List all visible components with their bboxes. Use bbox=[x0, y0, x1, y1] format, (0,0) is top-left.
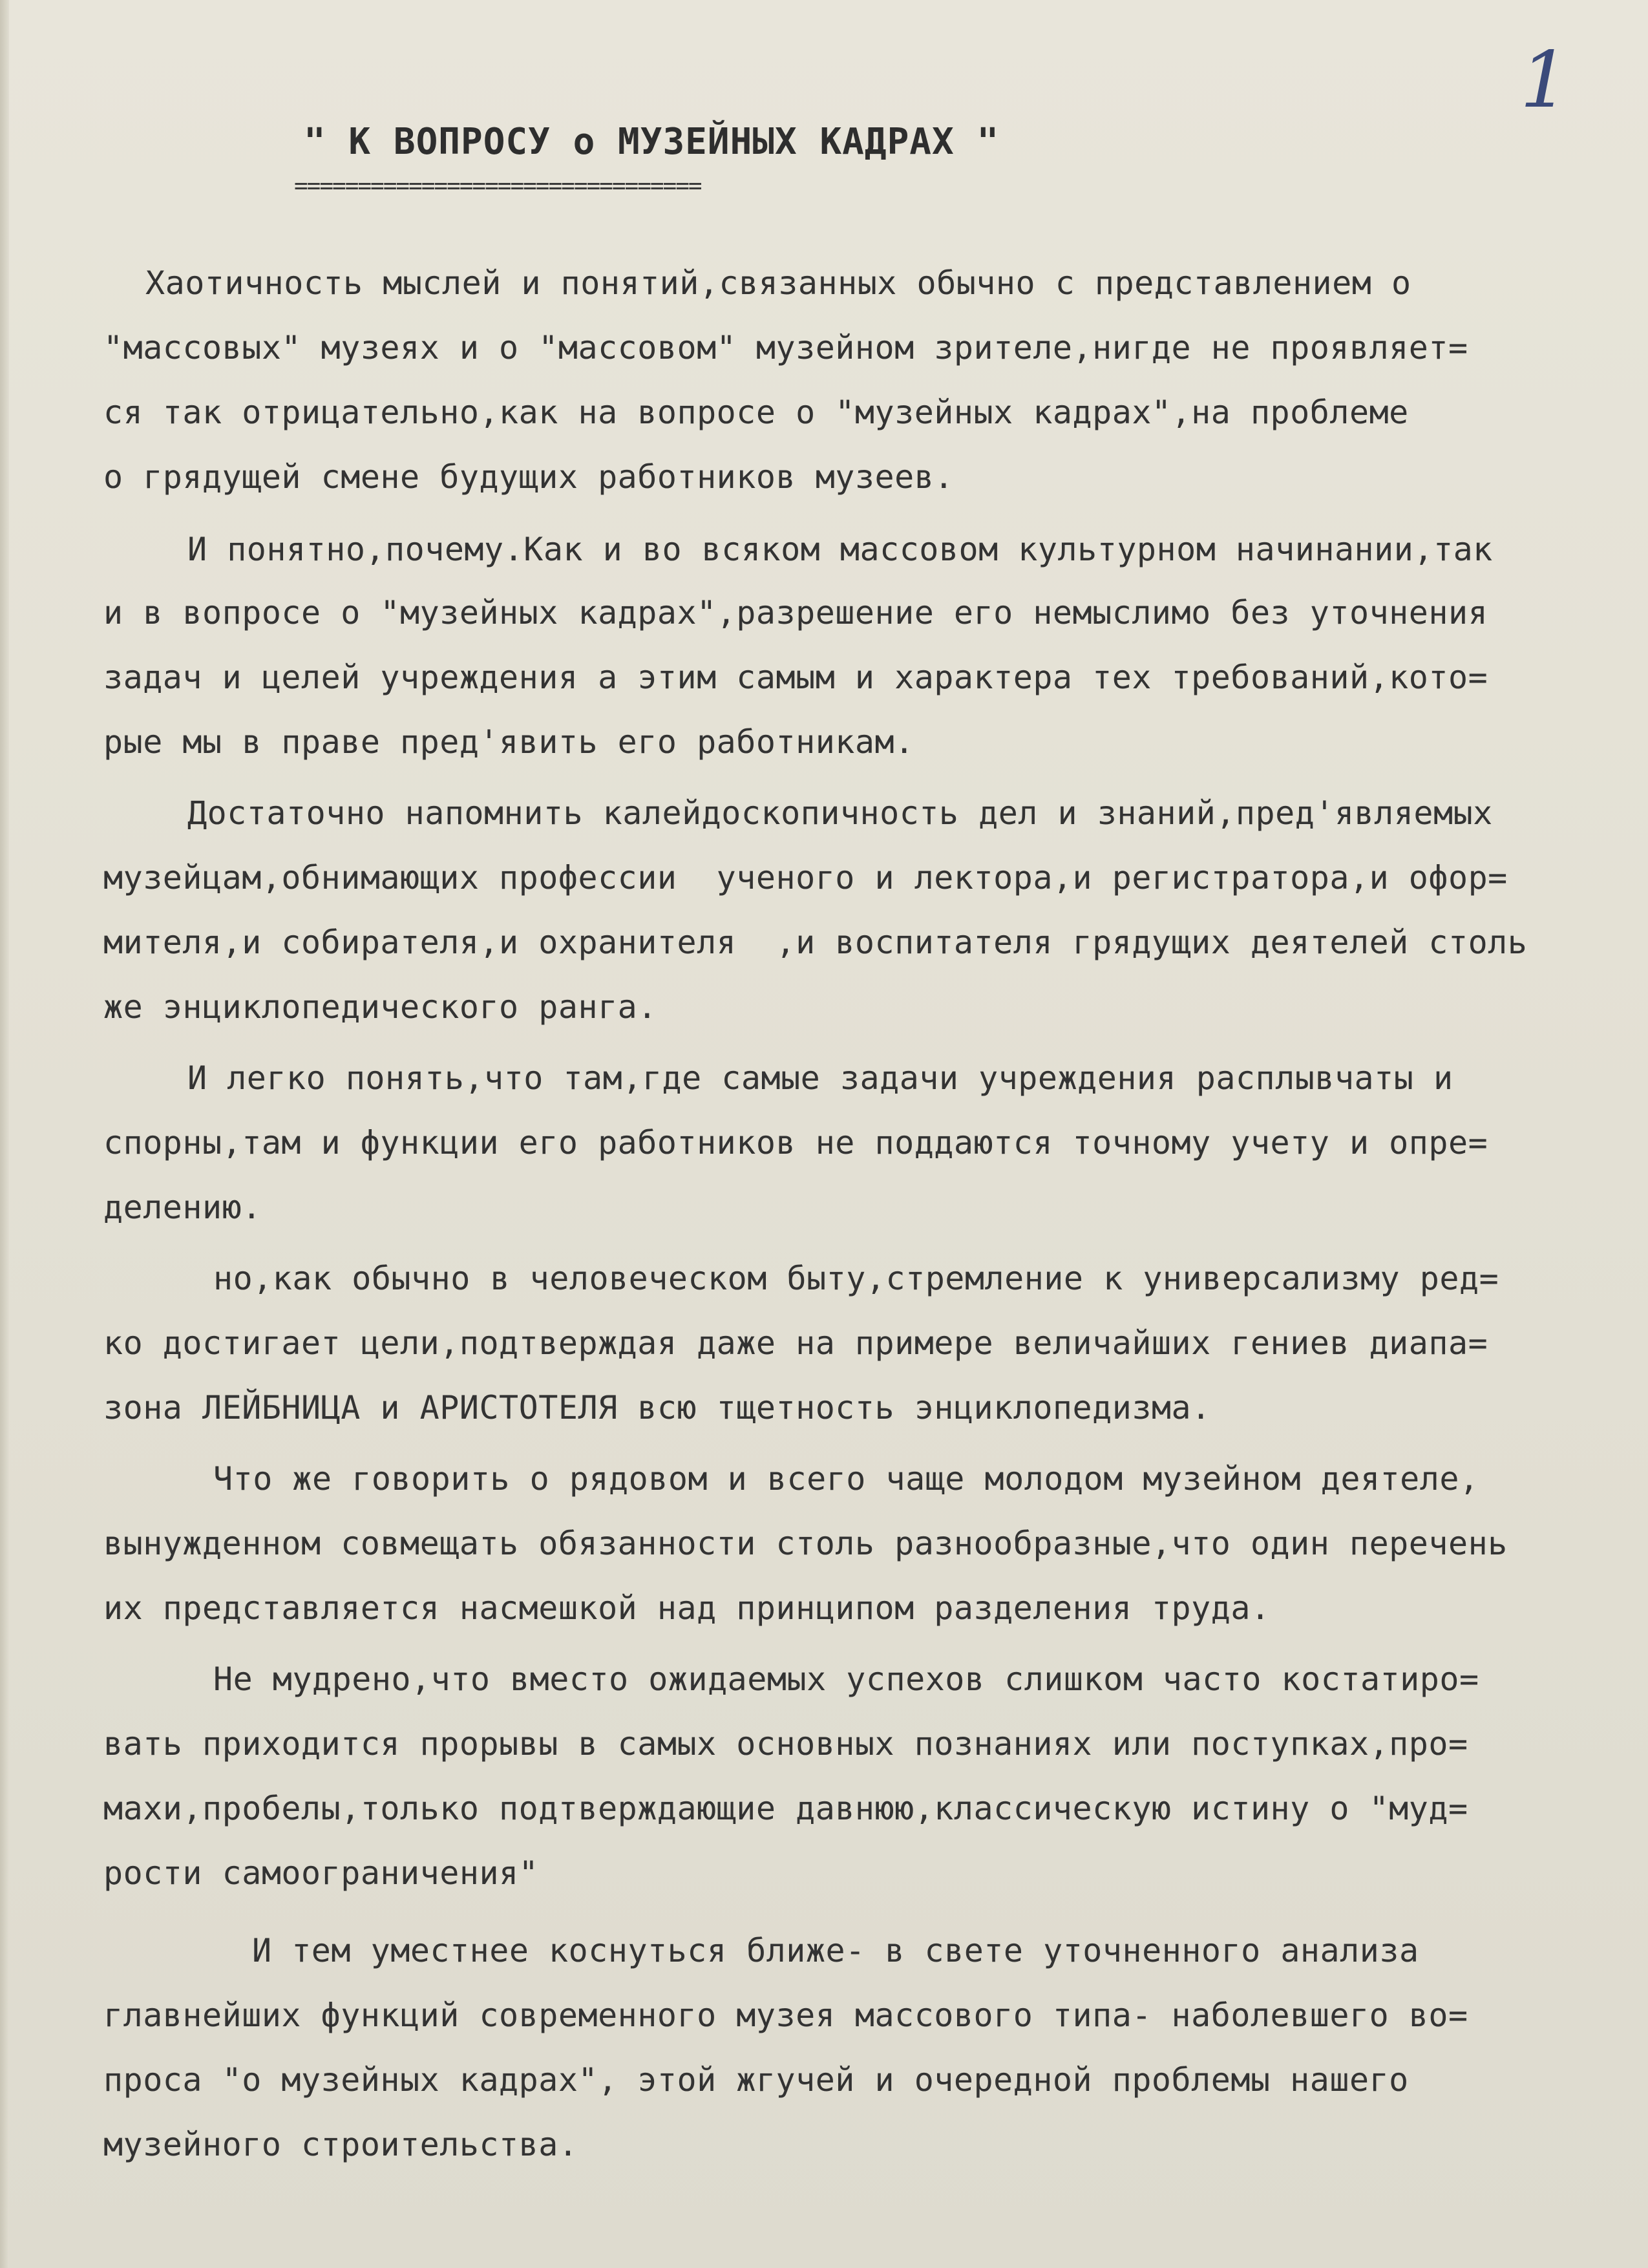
text-line: вынужденном совмещать обязанности столь разнообразные,что один перечень bbox=[103, 1525, 1508, 1562]
text-line: махи,пробелы,только подтверждающие давнюю,классическую истину о "муд= bbox=[103, 1790, 1468, 1827]
text-line: музейцам,обнимающих профессии ученого и лектора,и регистратора,и офор= bbox=[103, 859, 1508, 896]
text-line: но,как обычно в человеческом быту,стремление к универсализму ред= bbox=[213, 1260, 1499, 1297]
page-number: 1 bbox=[1519, 36, 1570, 125]
text-line: И понятно,почему.Как и во всяком массовом культурном начинании,так bbox=[187, 531, 1493, 568]
text-line: И легко понять,что там,где самые задачи учреждения расплывчаты и bbox=[187, 1059, 1453, 1097]
text-line: "массовых" музеях и о "массовом" музейном зрителе,нигде не проявляет= bbox=[103, 329, 1468, 366]
text-line: рые мы в праве пред'явить его работникам. bbox=[103, 723, 914, 761]
text-line: мителя,и собирателя,и охранителя ,и воспитателя грядущих деятелей столь bbox=[103, 924, 1528, 961]
text-line: зона ЛЕЙБНИЦА и АРИСТОТЕЛЯ всю тщетность энциклопедизма. bbox=[103, 1389, 1211, 1426]
text-line: главнейших функций современного музея массового типа- наболевшего во= bbox=[103, 1997, 1468, 2034]
text-line: делению. bbox=[103, 1189, 262, 1226]
text-line: и в вопросе о "музейных кадрах",разрешение его немыслимо без уточнения bbox=[103, 594, 1488, 631]
text-line: Достаточно напомнить калейдоскопичность дел и знаний,пред'являемых bbox=[187, 794, 1493, 832]
text-line: ко достигает цели,подтверждая даже на примере величайших гениев диапа= bbox=[103, 1324, 1488, 1362]
text-line: о грядущей смене будущих работников музеев. bbox=[103, 458, 954, 496]
text-line: спорны,там и функции его работников не поддаются точному учету и опре= bbox=[103, 1124, 1488, 1161]
text-line: музейного строительства. bbox=[103, 2126, 578, 2163]
text-line: проса "о музейных кадрах", этой жгучей и очередной проблемы нашего bbox=[103, 2061, 1409, 2099]
text-line: задач и целей учреждения а этим самым и характера тех требований,кото= bbox=[103, 659, 1488, 696]
text-line: Хаотичность мыслей и понятий,связанных обычно с представлением о bbox=[145, 264, 1411, 302]
text-line: рости самоограничения" bbox=[103, 1854, 539, 1892]
text-line: ся так отрицательно,как на вопросе о "музейных кадрах",на проблеме bbox=[103, 394, 1409, 431]
document-title: " К ВОПРОСУ о МУЗЕЙНЫХ КАДРАХ " bbox=[304, 121, 1000, 163]
text-line: Не мудрено,что вместо ожидаемых успехов слишком часто костатиро= bbox=[213, 1660, 1479, 1698]
text-line: же энциклопедического ранга. bbox=[103, 988, 657, 1026]
text-line: их представляется насмешкой над принципом разделения труда. bbox=[103, 1589, 1271, 1627]
text-line: И тем уместнее коснуться ближе- в свете уточненного анализа bbox=[252, 1932, 1419, 1969]
title-underline: ================================ bbox=[294, 175, 701, 198]
text-line: вать приходится прорывы в самых основных познаниях или поступках,про= bbox=[103, 1725, 1468, 1763]
text-line: Что же говорить о рядовом и всего чаще молодом музейном деятеле, bbox=[213, 1460, 1479, 1498]
